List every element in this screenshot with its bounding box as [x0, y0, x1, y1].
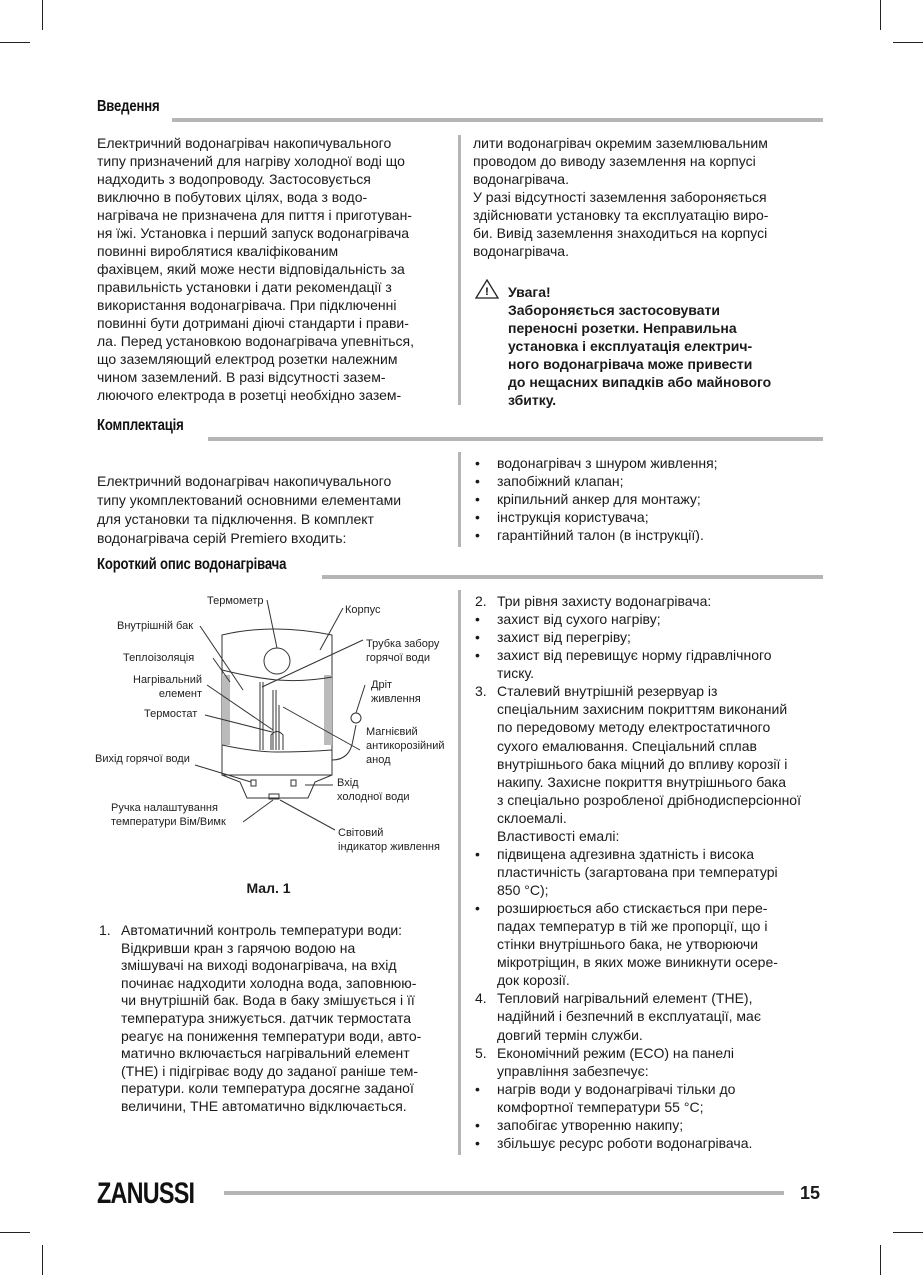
- line-text: внутрішнього бака міцний до впливу корозії і: [497, 755, 788, 772]
- column-divider: [458, 452, 461, 547]
- bullet-marker: •: [475, 455, 480, 471]
- line-text: типу призначений для нагріву холодної воді що: [97, 153, 405, 169]
- bullet-marker: •: [475, 900, 480, 917]
- crop-mark: [0, 1232, 30, 1233]
- text-line: [473, 508, 718, 526]
- line-text: збитку.: [508, 392, 557, 408]
- line-text: інструкція користувача;: [497, 509, 649, 525]
- crop-mark: [880, 0, 881, 30]
- footer-rule: [224, 1191, 784, 1195]
- line-text: Забороняється застосовувати: [508, 302, 720, 318]
- crop-mark: [893, 1232, 923, 1233]
- bullet-marker: •: [475, 1080, 480, 1097]
- line-text: Економічний режим (ECO) на панелі: [497, 1044, 734, 1061]
- line-text: Електричний водонагрівач накопичувального: [97, 473, 392, 489]
- line-text: спеціальним захисним покриттям виконаний: [497, 701, 788, 718]
- section-heading-description: Короткий опис водонагрівача: [97, 556, 287, 573]
- label-line: анод: [366, 754, 391, 766]
- label-line: Ручка налаштування: [111, 802, 218, 814]
- line-text: сухого емалювання. Спеціальний сплав: [497, 737, 757, 754]
- description-right-list: [473, 592, 801, 1152]
- text-line: [97, 1098, 421, 1116]
- warning-block: [508, 283, 771, 409]
- line-text: док корозії.: [497, 972, 570, 989]
- text-line: [508, 319, 771, 337]
- text-line: [473, 1134, 801, 1152]
- text-line: [97, 1080, 421, 1098]
- line-text: довгий термін служби.: [497, 1026, 643, 1043]
- text-line: [473, 953, 801, 971]
- text-line: [97, 510, 401, 529]
- text-line: [97, 1010, 421, 1028]
- label-line: Світовий: [338, 827, 384, 839]
- label-line: Вхід: [337, 777, 359, 789]
- text-line: [473, 592, 801, 610]
- bullet-marker: •: [475, 491, 480, 507]
- text-line: [473, 791, 801, 809]
- text-line: [473, 1116, 801, 1134]
- label-cold-water-inlet: [337, 776, 410, 804]
- crop-mark: [893, 42, 923, 43]
- text-line: [97, 529, 401, 548]
- text-line: [473, 809, 801, 827]
- line-text: Три рівня захисту водонагрівача:: [497, 593, 712, 609]
- line-text: по передовому методу електростатичного: [497, 719, 771, 736]
- text-line: [473, 188, 768, 206]
- zanussi-logo: ZANUSSI: [97, 1177, 195, 1210]
- line-text: тиску.: [497, 665, 535, 682]
- line-text: ператури. коли температура досягне заданої: [121, 1080, 414, 1097]
- heading-rule: [322, 575, 823, 579]
- text-line: [473, 1080, 801, 1098]
- text-line: [473, 472, 718, 490]
- line-text: типу укомплектований основними елементами: [97, 492, 402, 508]
- label-heating-element: [133, 673, 202, 701]
- text-line: [97, 1028, 421, 1046]
- text-line: [473, 224, 768, 242]
- text-line: [97, 134, 414, 152]
- text-line: [473, 1062, 801, 1080]
- text-line: [473, 935, 801, 953]
- text-line: [97, 940, 421, 958]
- line-text: би. Вивід заземлення знаходиться на корпусі: [473, 225, 768, 241]
- line-text: чином заземлений. В разі відсутності зазем-: [97, 369, 386, 385]
- label-thermometer: Термометр: [207, 595, 264, 607]
- text-line: [97, 188, 414, 206]
- line-text: комфортної температури 55 °C;: [497, 1098, 704, 1115]
- text-line: [473, 206, 768, 224]
- line-text: ного водонагрівача може привести: [508, 356, 753, 372]
- bullet-marker: •: [475, 647, 480, 664]
- label-line: Нагрівальний: [133, 674, 202, 686]
- label-line: Магнієвий: [366, 726, 418, 738]
- bullet-marker: •: [475, 527, 480, 543]
- description-left-list: [97, 922, 421, 1116]
- text-line: [473, 827, 801, 845]
- label-power-wire: [371, 678, 421, 706]
- text-line: [97, 957, 421, 975]
- heading-rule: [208, 437, 823, 441]
- text-line: [508, 391, 771, 409]
- column-divider: [458, 135, 461, 405]
- line-text: падах температур в тій же пропорції, що і: [497, 918, 768, 935]
- bullet-marker: •: [475, 629, 480, 646]
- text-line: [97, 152, 414, 170]
- text-line: [473, 971, 801, 989]
- label-line: живлення: [371, 693, 421, 705]
- bullet-marker: •: [475, 845, 480, 862]
- section-heading-kit: Комплектація: [97, 417, 184, 434]
- line-text: надходить з водопроводу. Застосовується: [97, 171, 371, 187]
- label-line: Трубка забору: [366, 638, 440, 650]
- label-line: температури Вім/Вимк: [111, 816, 226, 828]
- list-number: 3.: [475, 683, 487, 700]
- bullet-marker: •: [475, 611, 480, 628]
- text-line: [508, 373, 771, 391]
- line-text: гарантійний талон (в інструкції).: [497, 527, 704, 543]
- label-hot-water-outlet: Вихід горячої води: [95, 753, 190, 765]
- text-line: [473, 646, 801, 664]
- line-text: використання водонагрівача. При підключенні: [97, 297, 397, 313]
- line-text: збільшує ресурс роботи водонагрівача.: [497, 1134, 753, 1151]
- bullet-marker: •: [475, 509, 480, 525]
- text-line: [473, 863, 801, 881]
- line-text: захист від перевищує норму гідравлічного: [497, 647, 772, 664]
- text-line: [473, 1007, 801, 1025]
- text-line: [97, 260, 414, 278]
- line-text: управління забезпечує:: [497, 1062, 649, 1079]
- text-line: [97, 368, 414, 386]
- bullet-marker: •: [475, 473, 480, 489]
- text-line: [473, 664, 801, 682]
- line-text: з спеціально розробленої дрібнодисперсіонної: [497, 791, 801, 808]
- line-text: температура знижується. датчик термостата: [121, 1009, 412, 1026]
- label-line: елемент: [158, 688, 202, 700]
- text-line: [97, 350, 414, 368]
- text-line: [473, 628, 801, 646]
- text-line: [473, 845, 801, 863]
- line-text: запобіжний клапан;: [497, 473, 624, 489]
- line-text: проводом до виводу заземлення на корпусі: [473, 153, 756, 169]
- list-number: 5.: [475, 1044, 487, 1061]
- line-text: водонагрівач з шнуром живлення;: [497, 455, 718, 471]
- intro-right-text: [473, 134, 768, 260]
- line-text: величини, ТНЕ автоматично відключається.: [121, 1097, 407, 1114]
- list-number: 2.: [475, 593, 487, 609]
- line-text: захист від перегріву;: [497, 629, 631, 646]
- line-text: нагрів води у водонагрівачі тільки до: [497, 1080, 736, 1097]
- label-hot-tube: [366, 637, 439, 665]
- text-line: [97, 332, 414, 350]
- label-thermostat: Термостат: [144, 708, 198, 720]
- page-number: 15: [800, 1183, 821, 1203]
- line-text: підвищена адгезивна здатність і висока: [497, 845, 755, 862]
- line-text: розширюється або стискається при пере-: [497, 900, 768, 917]
- line-text: повинні вироблятися кваліфікованим: [97, 243, 339, 259]
- intro-left-text: [97, 134, 414, 404]
- line-text: виключно в побутових цілях, вода з водо-: [97, 189, 368, 205]
- line-text: люючого електрода в розетці необхідно зазем-: [97, 387, 402, 403]
- line-text: що заземляющий електрод розетки належним: [97, 351, 398, 367]
- section-heading-intro: Введення: [97, 98, 160, 115]
- line-text: Властивості емалі:: [497, 827, 620, 844]
- label-line: індикатор живлення: [338, 841, 440, 853]
- label-line: Дріт: [371, 679, 393, 691]
- line-text: (ТНЕ) і підігріває воду до заданої раніше тем-: [121, 1062, 419, 1079]
- label-line: антикорозійний: [366, 740, 445, 752]
- text-line: [473, 1044, 801, 1062]
- crop-mark: [42, 1245, 43, 1275]
- label-line: холодної води: [337, 791, 410, 803]
- line-text: реагує на пониження температури води, авто-: [121, 1027, 422, 1044]
- label-inner-tank: Внутрішній бак: [117, 620, 194, 632]
- label-insulation: Теплоізоляція: [123, 652, 195, 664]
- text-line: [473, 682, 801, 700]
- text-line: [473, 755, 801, 773]
- list-number: 4.: [475, 990, 487, 1007]
- text-line: [97, 491, 401, 510]
- line-text: накипу. Захисне покриття внутрішнього бака: [497, 773, 786, 790]
- line-text: матично включається нагрівальний елемент: [121, 1045, 410, 1062]
- text-line: [97, 224, 414, 242]
- line-text: склоемалі.: [497, 809, 567, 826]
- text-line: [508, 337, 771, 355]
- line-text: надійний і безпечний в експлуатації, має: [497, 1008, 761, 1025]
- text-line: [473, 718, 801, 736]
- text-line: [473, 152, 768, 170]
- line-text: для установки та підключення. В комплект: [97, 511, 374, 527]
- text-line: [473, 773, 801, 791]
- text-line: [97, 1045, 421, 1063]
- line-text: починає надходити холодна вода, заповнюю-: [121, 974, 417, 991]
- label-body: Корпус: [345, 604, 381, 616]
- text-line: [97, 1063, 421, 1081]
- line-text: запобігає утворенню накипу;: [497, 1116, 684, 1133]
- line-text: здійснювати установку та експлуатацію виро-: [473, 207, 769, 223]
- text-line: [97, 922, 421, 940]
- line-text: стінки внутрішнього бака, не утворюючи: [497, 936, 759, 953]
- line-text: Автоматичний контроль температури води:: [121, 922, 403, 938]
- text-line: [473, 700, 801, 718]
- water-heater-diagram: [95, 590, 455, 860]
- text-line: [473, 989, 801, 1007]
- line-text: водонагрівача.: [473, 171, 569, 187]
- heading-rule: [172, 118, 823, 122]
- kit-left-text: [97, 472, 401, 548]
- text-line: [473, 737, 801, 755]
- line-text: Тепловий нагрівальний елемент (ТНЕ),: [497, 990, 753, 1007]
- line-text: кріпильний анкер для монтажу;: [497, 491, 701, 507]
- line-text: Сталевий внутрішній резервуар із: [497, 683, 718, 700]
- line-text: повинні бути дотримані діючі стандарти і прави-: [97, 315, 409, 331]
- line-text: фахівцем, який може нести відповідальність за: [97, 261, 405, 277]
- line-text: пластичність (загартована при температурі: [497, 863, 778, 880]
- text-line: [473, 490, 718, 508]
- text-line: [97, 296, 414, 314]
- kit-bullet-list: [473, 454, 718, 544]
- text-line: [473, 1098, 801, 1116]
- line-text: У разі відсутності заземлення забороняється: [473, 189, 767, 205]
- warning-icon: [474, 278, 500, 300]
- crop-mark: [880, 1245, 881, 1275]
- line-text: нагрівача не призначена для пиття і приготуван-: [97, 207, 412, 223]
- text-line: [473, 917, 801, 935]
- bullet-marker: •: [475, 1116, 480, 1133]
- text-line: [97, 278, 414, 296]
- line-text: водонагрівача серій Premiero входить:: [97, 530, 347, 546]
- text-line: [473, 242, 768, 260]
- text-line: [97, 314, 414, 332]
- text-line: [97, 472, 401, 491]
- line-text: Електричний водонагрівач накопичувального: [97, 135, 392, 151]
- line-text: ня їжі. Установка і перший запуск водонагрівача: [97, 225, 410, 241]
- text-line: [508, 301, 771, 319]
- label-anode: [366, 725, 445, 767]
- text-line: [473, 899, 801, 917]
- figure-caption: Мал. 1: [246, 880, 291, 896]
- text-line: [97, 992, 421, 1010]
- line-text: чи внутрішній бак. Вода в баку змішується і її: [121, 992, 415, 1009]
- line-text: правильність установки і дати рекомендації з: [97, 279, 392, 295]
- line-text: Відкривши кран з гарячою водою на: [121, 939, 356, 956]
- line-text: водонагрівача.: [473, 243, 569, 259]
- label-line: горячої води: [366, 652, 430, 664]
- warning-title: Увага!: [508, 284, 551, 300]
- bullet-marker: •: [475, 1134, 480, 1151]
- line-text: установка і експлуатація електрич-: [508, 338, 753, 354]
- text-line: [97, 975, 421, 993]
- line-text: захист від сухого нагріву;: [497, 611, 661, 628]
- text-line: [473, 134, 768, 152]
- line-text: мікротріщин, в яких може виникнути осере-: [497, 954, 778, 971]
- line-text: до нещасних випадків або майнового: [508, 374, 772, 390]
- label-temperature-knob: [111, 801, 226, 829]
- line-text: 850 °C);: [497, 882, 549, 898]
- column-divider: [458, 590, 461, 1155]
- text-line: [473, 170, 768, 188]
- text-line: [473, 454, 718, 472]
- text-line: [473, 610, 801, 628]
- svg-text:!: !: [485, 286, 489, 298]
- text-line: [97, 170, 414, 188]
- text-line: [473, 1026, 801, 1044]
- text-line: [97, 386, 414, 404]
- label-power-indicator: [338, 826, 440, 854]
- list-number: 1.: [99, 922, 111, 938]
- text-line: [97, 242, 414, 260]
- crop-mark: [0, 42, 30, 43]
- text-line: [473, 526, 718, 544]
- text-line: [508, 355, 771, 373]
- line-text: змішувачі на виході водонагрівача, на вхід: [121, 957, 397, 974]
- line-text: лити водонагрівач окремим заземлювальним: [473, 135, 768, 151]
- line-text: ла. Перед установкою водонагрівача упевніться,: [97, 333, 414, 349]
- text-line: [473, 881, 801, 899]
- text-line: [97, 206, 414, 224]
- crop-mark: [42, 0, 43, 30]
- line-text: переносні розетки. Неправильна: [508, 320, 737, 336]
